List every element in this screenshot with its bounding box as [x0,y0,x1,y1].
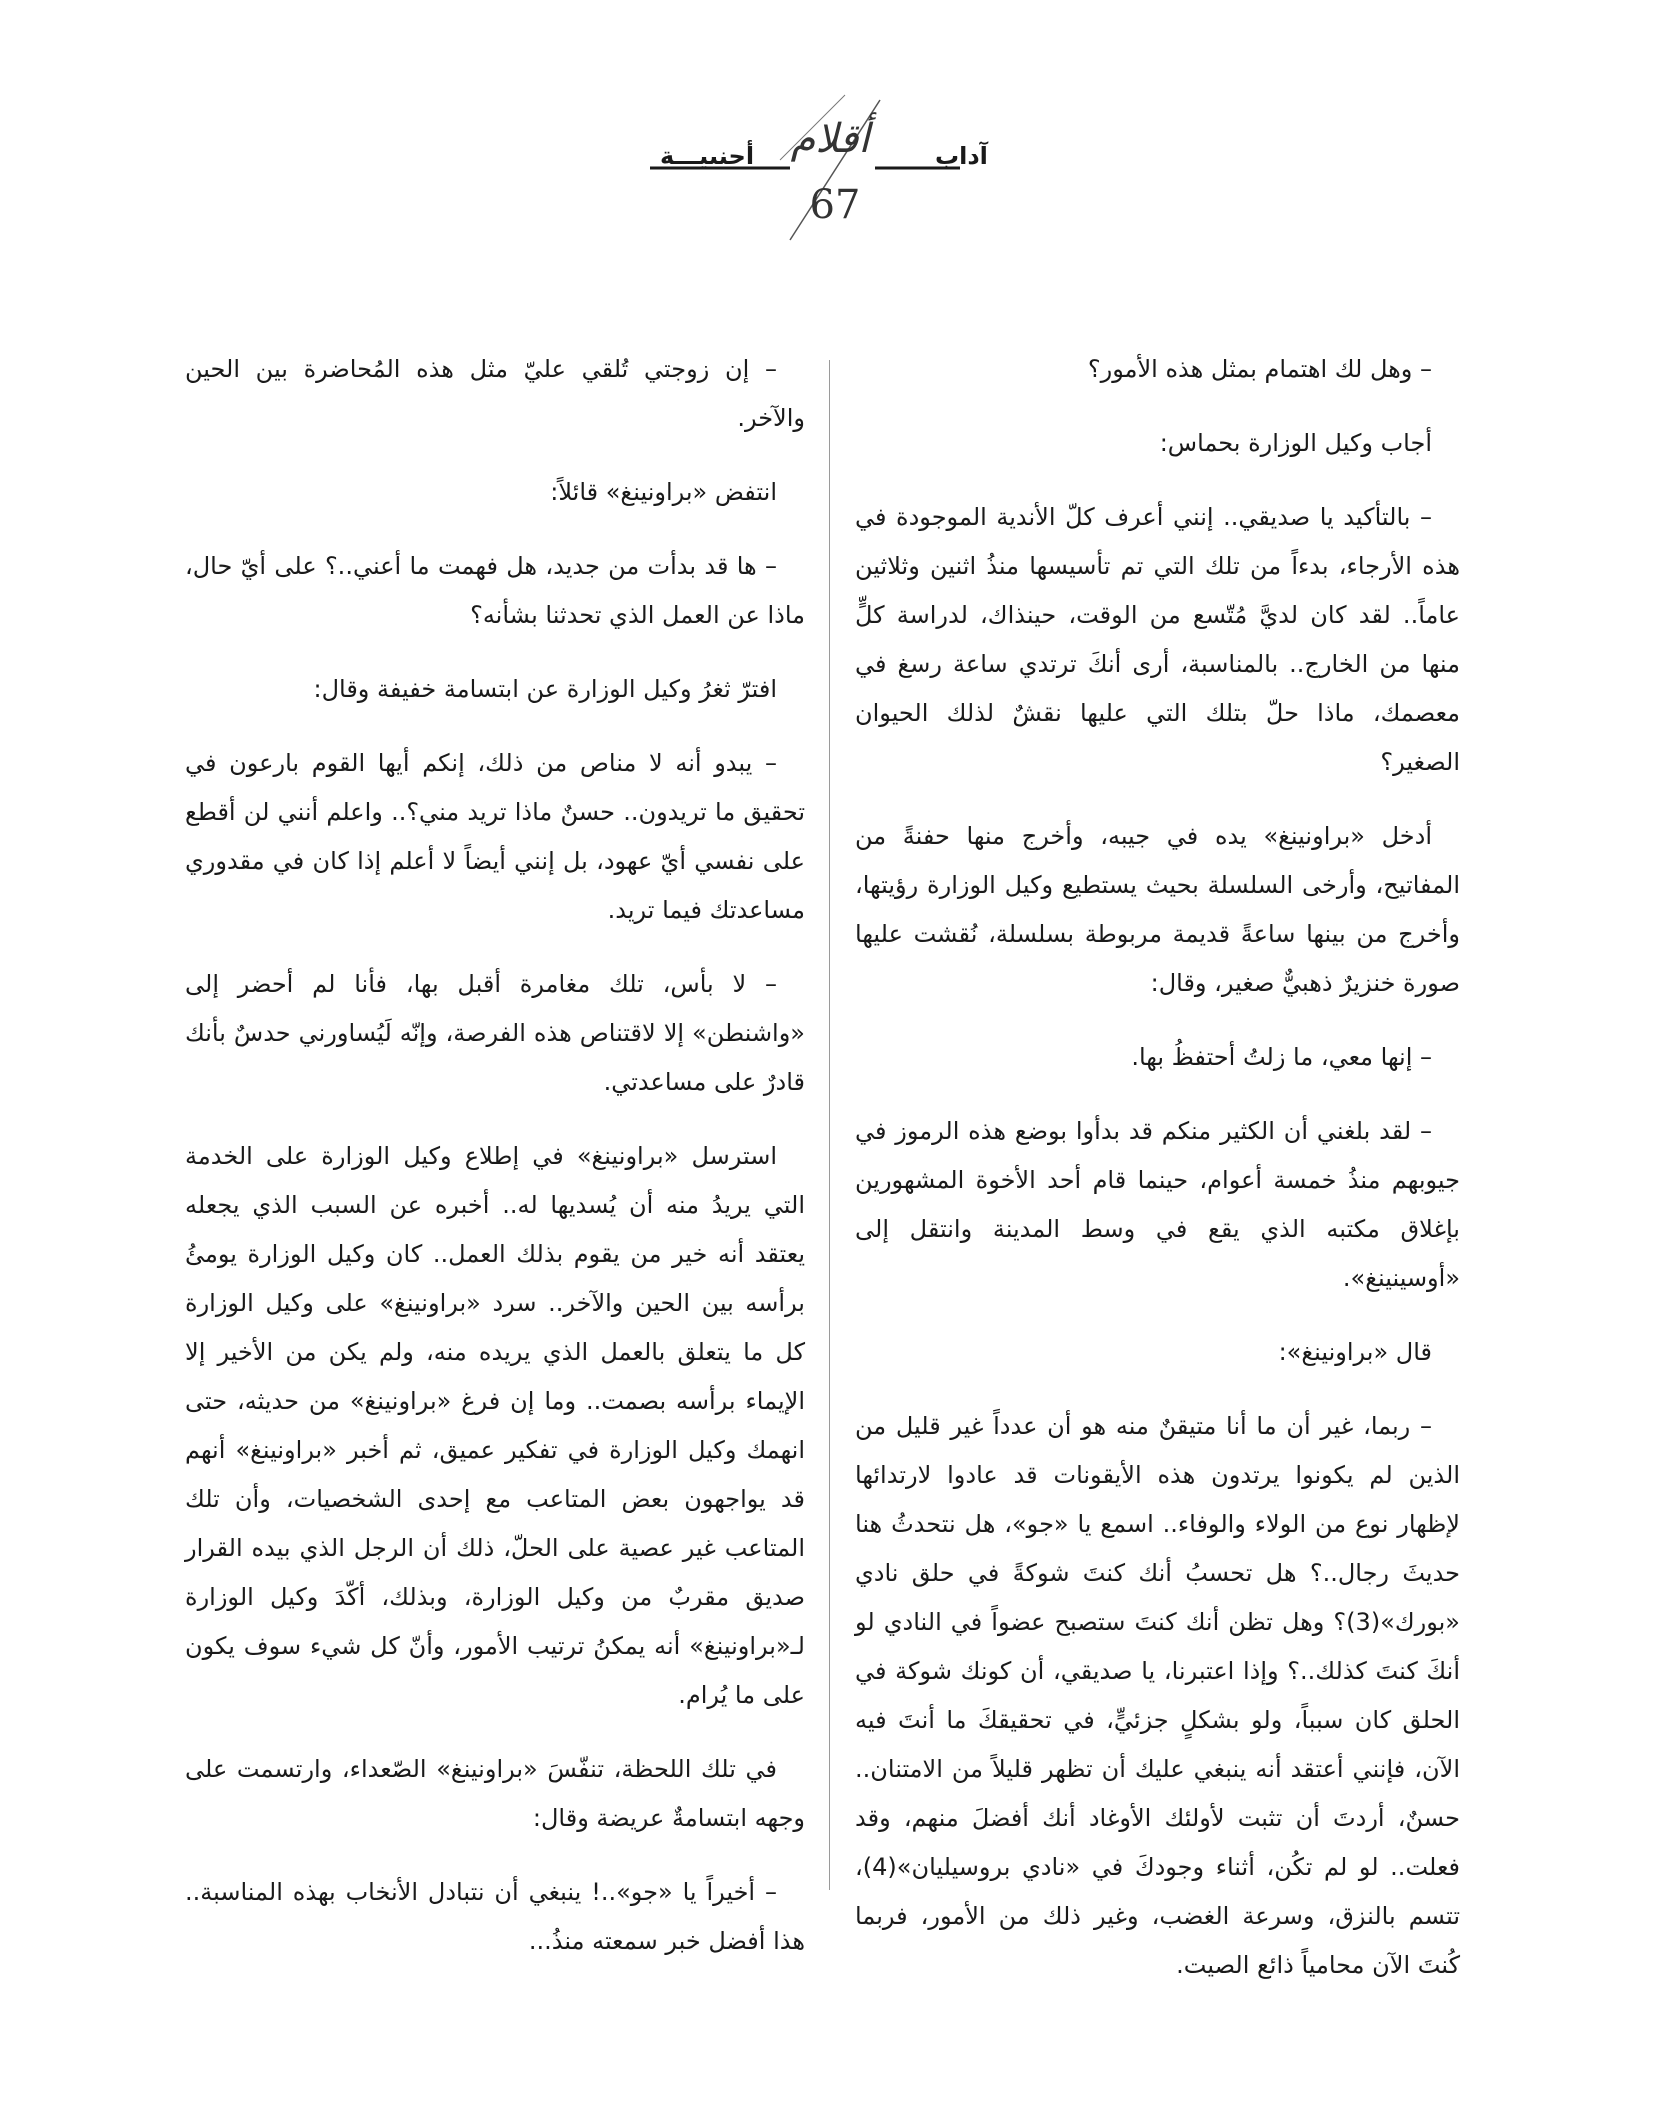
paragraph: استرسل «براونينغ» في إطلاع وكيل الوزارة على الخدمة التي يريدُ منه أن يُسديها له.. أخبره عن السبب الذي يجعله يعتقد أنه خير من يقوم بذلك العمل.. كان وكيل الوزارة يومئُ برأسه بين الحين والآخر.. سرد «براونينغ» على وكيل الوزارة كل ما يتعلق بالعمل الذي يريده منه، ولم يكن من الأخير إلا الإيماء برأسه بصمت.. وما إن فرغ «براونينغ» من حديثه، حتى انهمك وكيل الوزارة في تفكير عميق، ثم أخبر «براونينغ» أنهم قد يواجهون بعض المتاعب مع إحدى الشخصيات، وأن تلك المتاعب غير عصية على الحلّ، ذلك أن الرجل الذي بيده القرار صديق مقربٌ من وكيل الوزارة، وبذلك، أكّدَ وكيل الوزارة لـ«براونينغ» أنه يمكنُ ترتيب الأمور، وأنّ كل شيء سوف يكون على ما يُرام. [185,1142,805,1709]
paragraph: – إنها معي، ما زلتُ أحتفظُ بها. [1131,1043,1432,1071]
paragraph: في تلك اللحظة، تنفّسَ «براونينغ» الصّعداء، وارتسمت على وجهه ابتسامةٌ عريضة وقال: [185,1755,805,1832]
paragraph: – إن زوجتي تُلقي عليّ مثل هذه المُحاضرة بين الحين والآخر. [185,355,805,432]
paragraph: افترّ ثغرُ وكيل الوزارة عن ابتسامة خفيفة وقال: [313,675,777,703]
right-column [855,345,1460,2015]
paragraph: – لقد بلغني أن الكثير منكم قد بدأوا بوضع هذه الرموز في جيوبهم منذُ خمسة أعوام، حينما قام أحد الأخوة المشهورين بإغلاق مكتبه الذي يقع في وسط المدينة وانتقل إلى «أوسينينغ». [855,1117,1460,1292]
paragraph: أجاب وكيل الوزارة بحماس: [1159,429,1432,457]
left-column [185,345,805,1991]
paragraph: – لا بأس، تلك مغامرة أقبل بها، فأنا لم أحضر إلى «واشنطن» إلا لاقتناص هذه الفرصة، وإنّه لَيُساورني حدسٌ بأنك قادرٌ على مساعدتي. [185,970,805,1096]
paragraph: – أخيراً يا «جو»..! ينبغي أن نتبادل الأنخاب بهذه المناسبة.. هذا أفضل خبر سمعته منذُ... [185,1878,805,1955]
paragraph: أدخل «براونينغ» يده في جيبه، وأخرج منها حفنةً من المفاتيح، وأرخى السلسلة بحيث يستطيع وكيل الوزارة رؤيتها، وأخرج من بينها ساعةً قديمة مربوطة بسلسلة، نُقشت عليها صورة خنزيرٌ ذهبيٌّ صغير، وقال: [855,822,1460,997]
paragraph: انتفض «براونينغ» قائلاً: [550,478,777,506]
paragraph: – ها قد بدأت من جديد، هل فهمت ما أعني..؟ على أيّ حال، ماذا عن العمل الذي تحدثنا بشأنه؟ [185,552,805,629]
paragraph: – يبدو أنه لا مناص من ذلك، إنكم أيها القوم بارعون في تحقيق ما تريدون.. حسنٌ ماذا تريد مني؟.. واعلم أنني لن أقطع على نفسي أيّ عهود، بل إنني أيضاً لا أعلم إذا كان في مقدوري مساعدتك فيما تريد. [185,749,805,924]
page-number: 67 [809,182,861,228]
section-label-foreign: أجنبيـــة [660,142,755,170]
column-divider [829,360,830,1890]
page-header [640,90,1030,250]
paragraph: – وهل لك اهتمام بمثل هذه الأمور؟ [1087,355,1432,383]
paragraph: – ربما، غير أن ما أنا متيقنٌ منه هو أن عدداً غير قليل من الذين لم يكونوا يرتدون هذه الأيقونات قد عادوا لارتدائها لإظهار نوع من الولاء والوفاء.. اسمع يا «جو»، هل نتحدثُ هنا حديثَ رجال..؟ هل تحسبُ أنك كنتَ شوكةً في حلق نادي «بورك»(3)؟ وهل تظن أنك كنتَ ستصبح عضواً في النادي لو أنكَ كنتَ كذلك..؟ وإذا اعتبرنا، يا صديقي، أن كونك شوكة في الحلق كان سبباً، ولو بشكلٍ جزئيٍّ، في تحقيقكَ ما أنتَ فيه الآن، فإنني أعتقد أنه ينبغي عليك أن تظهر قليلاً من الامتنان.. حسنٌ، أردتَ أن تثبت لأولئك الأوغاد أنك أفضلَ منهم، وقد فعلت.. لو لم تكُن، أثناء وجودكَ في «نادي بروسيليان»(4)، تتسم بالنزق، وسرعة الغضب، وغير ذلك من الأمور، فربما كُنتَ الآن محامياً ذائع الصيت. [855,1412,1460,1979]
paragraph: قال «براونينغ»: [1278,1338,1432,1366]
paragraph: – بالتأكيد يا صديقي.. إنني أعرف كلّ الأندية الموجودة في هذه الأرجاء، بدءاً من تلك التي تم تأسيسها منذُ اثنين وثلاثين عاماً.. لقد كان لديَّ مُتّسع من الوقت، حينذاك، لدراسة كلٍّ منها من الخارج.. بالمناسبة، أرى أنكَ ترتدي ساعة رسغ في معصمك، ماذا حلّ بتلك التي عليها نقشٌ لذلك الحيوان الصغير؟ [855,503,1460,776]
section-label-adab: آداب [935,142,988,170]
logo-text: أقلام [790,116,870,162]
